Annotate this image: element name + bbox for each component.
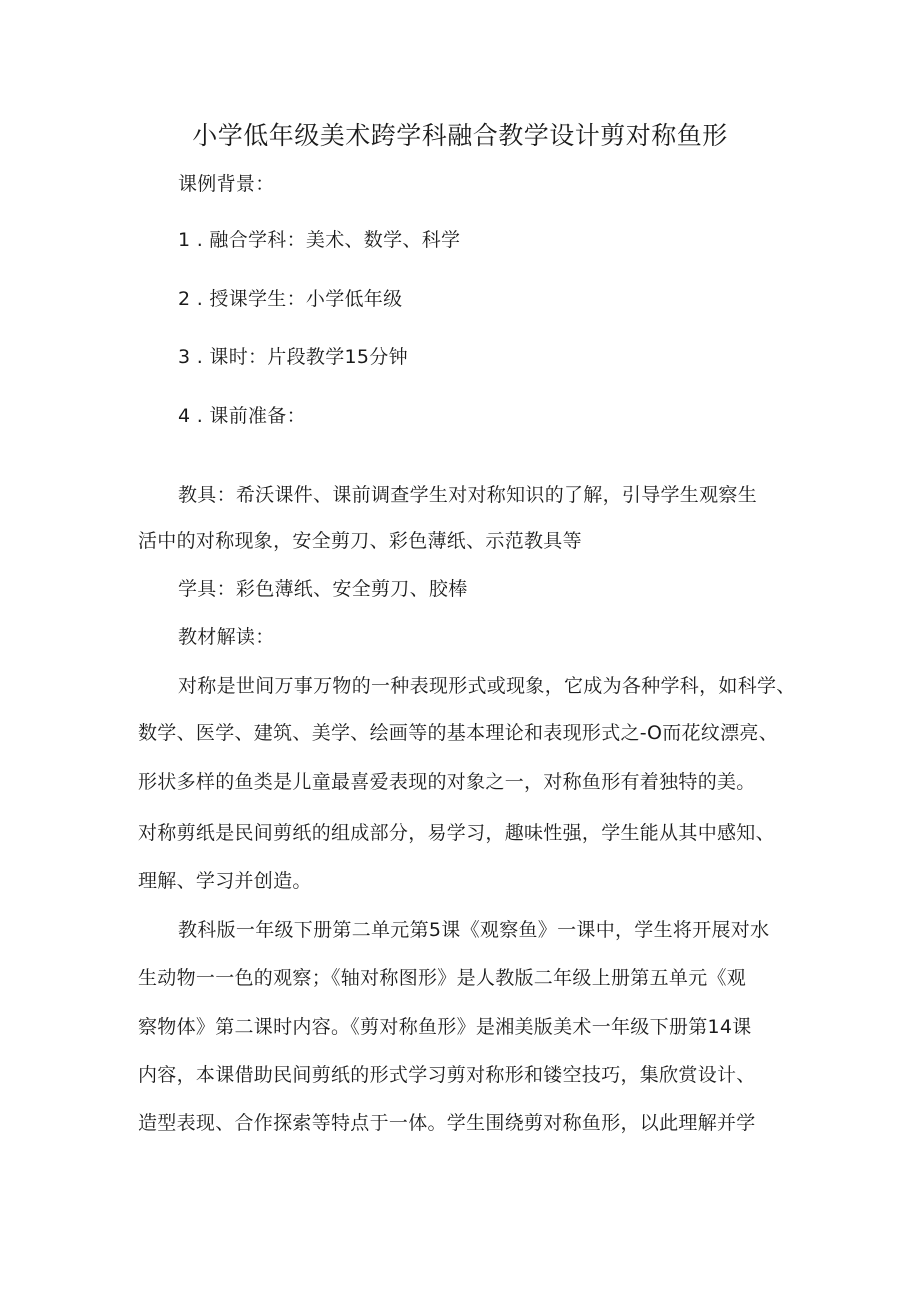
item-subjects: 1 . 融合学科：美术、数学、科学 — [178, 229, 461, 251]
para1-line-5: 理解、学习并创造。 — [138, 870, 312, 892]
background-heading: 课例背景： — [178, 173, 275, 195]
para2-line-1: 教科版一年级下册第二单元第5课《观察鱼》一课中，学生将开展对水 — [178, 919, 770, 941]
para2-line-3: 察物体》第二课时内容。《剪对称鱼形》是湘美版美术一年级下册第14课 — [138, 1016, 752, 1038]
item-duration: 3 . 课时：片段教学15分钟 — [178, 346, 408, 368]
para2-line-5: 造型表现、合作探索等特点于一体。学生围绕剪对称鱼形，以此理解并学 — [138, 1112, 756, 1134]
teacher-tools-line-1: 教具：希沃课件、课前调查学生对对称知识的了解，引导学生观察生 — [178, 484, 758, 506]
item-students: 2 . 授课学生：小学低年级 — [178, 288, 403, 310]
student-tools: 学具：彩色薄纸、安全剪刀、胶棒 — [178, 578, 468, 600]
para2-line-2: 生动物一一色的观察；《轴对称图形》是人教版二年级上册第五单元《观 — [138, 967, 747, 989]
para1-line-3: 形状多样的鱼类是儿童最喜爱表现的对象之一，对称鱼形有着独特的美。 — [138, 771, 756, 793]
document-title: 小学低年级美术跨学科融合教学设计剪对称鱼形 — [192, 121, 728, 150]
item-preparation: 4 . 课前准备： — [178, 405, 306, 427]
para1-line-2: 数学、医学、建筑、美学、绘画等的基本理论和表现形式之-O而花纹漂亮、 — [138, 722, 779, 744]
material-heading: 教材解读： — [178, 626, 275, 648]
para1-line-1: 对称是世间万事万物的一种表现形式或现象，它成为各种学科，如科学、 — [178, 675, 796, 697]
para2-line-4: 内容，本课借助民间剪纸的形式学习剪对称形和镂空技巧，集欣赏设计、 — [138, 1064, 756, 1086]
teacher-tools-line-2: 活中的对称现象，安全剪刀、彩色薄纸、示范教具等 — [138, 530, 582, 552]
para1-line-4: 对称剪纸是民间剪纸的组成部分，易学习，趣味性强，学生能从其中感知、 — [138, 822, 775, 844]
